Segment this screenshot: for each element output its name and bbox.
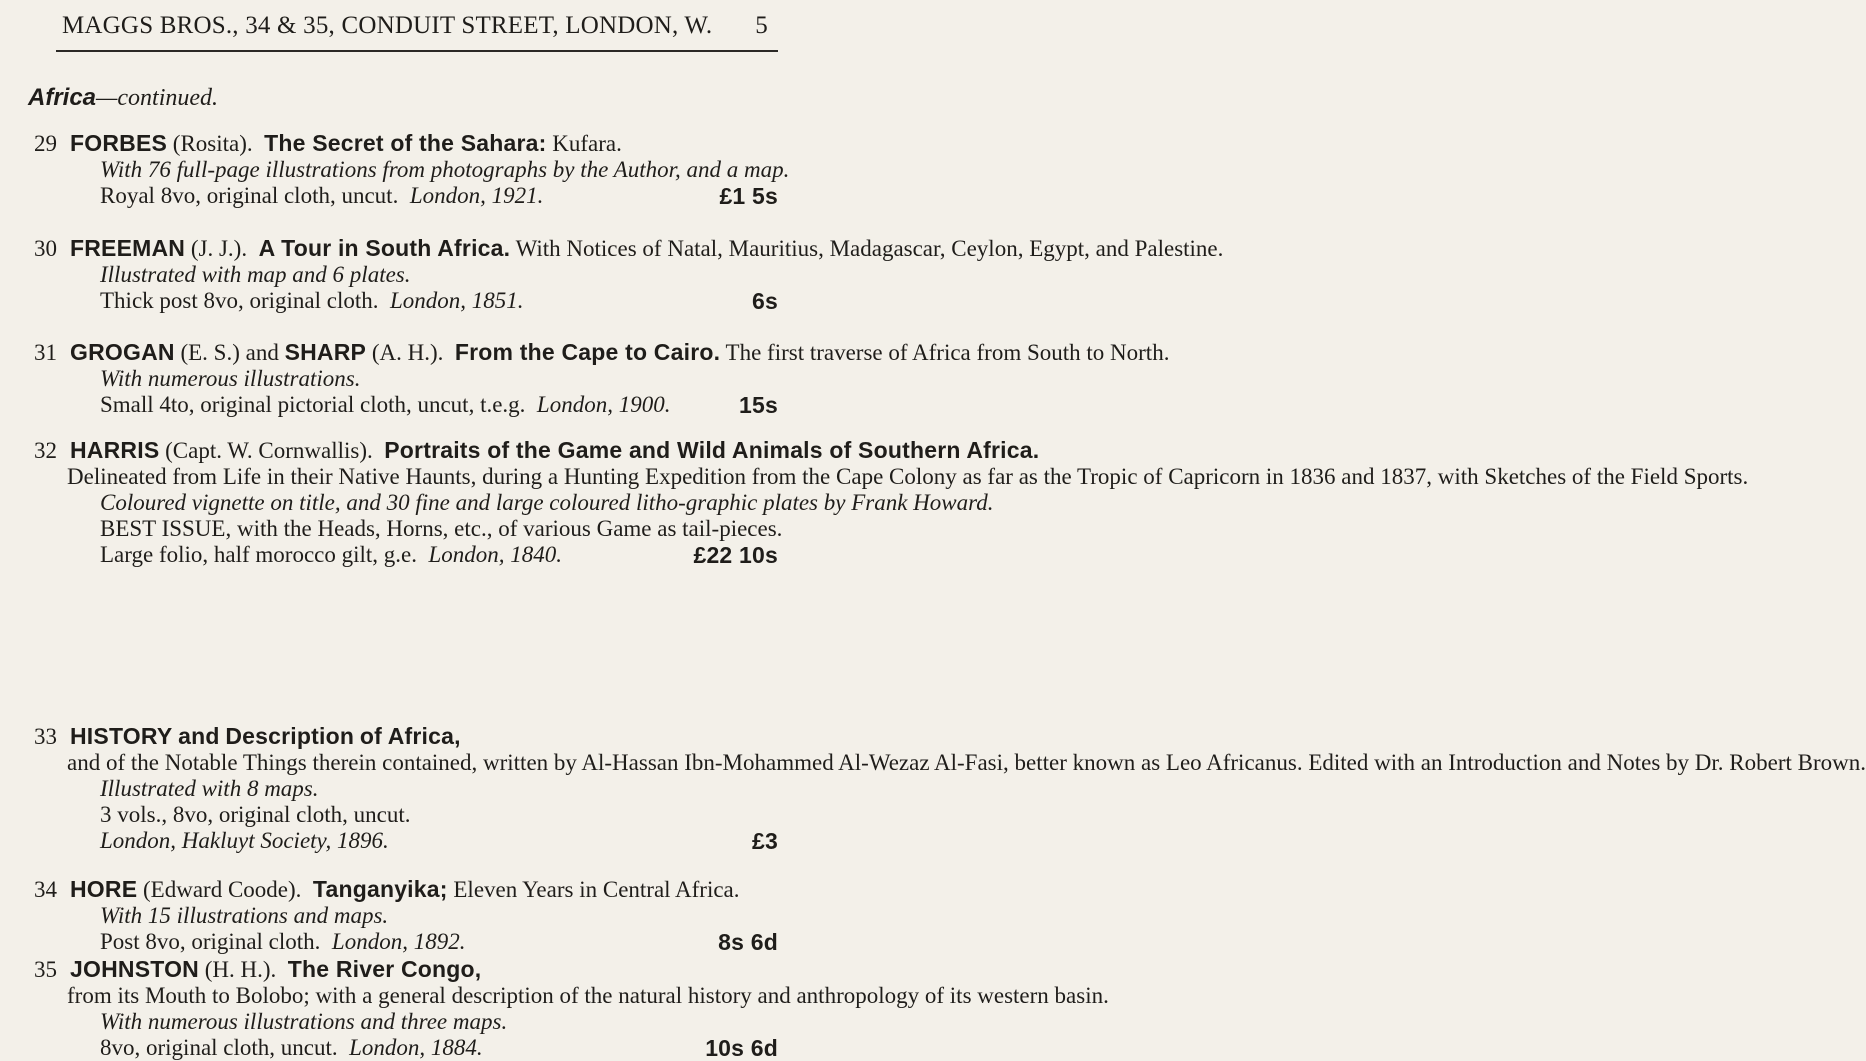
- entry-binding: Large folio, half morocco gilt, g.e.: [100, 542, 418, 567]
- entry-binding: Post 8vo, original cloth.: [100, 929, 321, 954]
- entry-title-rest: Kufara.: [552, 131, 622, 156]
- entry-price: 15s: [739, 392, 778, 418]
- entry-imprint: London, 1921.: [409, 183, 544, 208]
- entry-price: £1 5s: [719, 183, 778, 209]
- entry-publication: [34, 1035, 778, 1061]
- entry-author-rest: (H. H.).: [204, 957, 277, 982]
- catalogue-entry-30: [34, 235, 1224, 314]
- entry-author-rest: (E. S.) and: [180, 340, 279, 365]
- entry-price: £3: [752, 828, 778, 854]
- entry-imprint: London, 1840.: [428, 542, 563, 567]
- entry-author-rest: (Capt. W. Cornwallis).: [165, 438, 373, 463]
- entry-binding: 3 vols., 8vo, original cloth, uncut.: [100, 802, 411, 827]
- entry-publication: [34, 392, 778, 418]
- entry-author: HORE: [70, 876, 138, 902]
- catalogue-entry-29: [34, 130, 790, 209]
- entry-publication: [34, 183, 778, 209]
- entry-imprint: London, Hakluyt Society, 1896.: [100, 828, 389, 853]
- entry-title-rest: and of the Notable Things therein contained, written by Al-Hassan Ibn-Mohammed Al-Wezaz Al-Fasi, better known as Leo Africanus. Edited with an Introduction and Notes by Dr. Robert Brown.: [67, 750, 1866, 775]
- entry-number: 31: [34, 340, 57, 365]
- entry-title: The River Congo,: [287, 956, 482, 982]
- entry-number: 33: [34, 724, 57, 749]
- entry-title-rest: from its Mouth to Bolobo; with a general description of the natural history and anthropology of its western basin.: [67, 983, 1109, 1008]
- entry-title-end: Africa,: [387, 723, 461, 749]
- catalogue-entry-32: [34, 437, 1749, 568]
- entry-description: With numerous illustrations and three maps.: [100, 1009, 508, 1034]
- section-title: [28, 84, 218, 112]
- entry-imprint: London, 1851.: [390, 288, 524, 313]
- catalogue-entry-31: [34, 339, 1170, 418]
- entry-number: 29: [34, 131, 57, 156]
- header-text: MAGGS BROS., 34 & 35, CONDUIT STREET, LONDON, W.: [62, 12, 713, 39]
- section-title-suffix: —continued.: [96, 85, 219, 111]
- entry-coauthor-rest: (A. H.).: [371, 340, 444, 365]
- entry-title: Portraits of the Game and Wild Animals of Southern Africa.: [384, 437, 1040, 463]
- entry-publication: [34, 542, 778, 568]
- entry-imprint: London, 1900.: [536, 392, 671, 417]
- entry-imprint: London, 1892.: [331, 929, 466, 954]
- entry-description: Coloured vignette on title, and 30 fine and large coloured litho-graphic plates by Frank Howard.: [100, 490, 994, 515]
- entry-author: GROGAN: [70, 339, 175, 365]
- entry-price: £22 10s: [693, 542, 778, 568]
- entry-number: 35: [34, 957, 57, 982]
- entry-author-rest: (Edward Coode).: [143, 877, 302, 902]
- entry-title-rest: The first traverse of Africa from South to North.: [725, 340, 1170, 365]
- entry-description: With 15 illustrations and maps.: [100, 903, 389, 928]
- header-divider: [56, 50, 778, 52]
- catalogue-entry-34: [34, 876, 778, 955]
- entry-description: Illustrated with map and 6 plates.: [100, 262, 411, 287]
- entry-number: 34: [34, 877, 57, 902]
- entry-note: BEST ISSUE, with the Heads, Horns, etc., of various Game as tail-pieces.: [100, 516, 783, 541]
- entry-binding: 8vo, original cloth, uncut.: [100, 1035, 338, 1060]
- entry-title: The Secret of the Sahara:: [264, 130, 547, 156]
- entry-title-mid: of: [359, 723, 382, 749]
- entry-imprint: London, 1884.: [349, 1035, 483, 1060]
- entry-description: With 76 full-page illustrations from photographs by the Author, and a map.: [100, 157, 790, 182]
- entry-binding: Royal 8vo, original cloth, uncut.: [100, 183, 399, 208]
- page-number: 5: [755, 12, 768, 39]
- entry-number: 30: [34, 236, 57, 261]
- entry-publication: [34, 828, 778, 854]
- entry-author-rest: and: [178, 723, 220, 749]
- section-title-prefix: Africa: [28, 84, 97, 111]
- entry-author-rest: (Rosita).: [172, 131, 253, 156]
- entry-title-rest: With Notices of Natal, Mauritius, Madagascar, Ceylon, Egypt, and Palestine.: [515, 236, 1224, 261]
- entry-coauthor: SHARP: [284, 339, 367, 365]
- entry-title-rest: Delineated from Life in their Native Haunts, during a Hunting Expedition from the Cape Colony as far as the Tropic of Capricorn in 1836 and 1837, with Sketches of the Field Sports.: [67, 464, 1749, 489]
- entry-price: 8s 6d: [718, 929, 778, 955]
- catalogue-entry-33: [34, 723, 1866, 854]
- entry-title: Tanganyika;: [312, 876, 448, 902]
- page-header: [62, 12, 768, 40]
- entry-binding: Small 4to, original pictorial cloth, uncut, t.e.g.: [100, 392, 526, 417]
- entry-title: Description: [225, 723, 355, 749]
- entry-author: HARRIS: [70, 437, 160, 463]
- entry-author: FREEMAN: [70, 235, 186, 261]
- entry-author: HISTORY: [70, 723, 173, 749]
- entry-title: From the Cape to Cairo.: [454, 339, 721, 365]
- entry-description: With numerous illustrations.: [100, 366, 361, 391]
- entry-author: JOHNSTON: [70, 956, 199, 982]
- entry-author: FORBES: [70, 130, 168, 156]
- entry-publication: [34, 929, 778, 955]
- entry-title: A Tour in South Africa.: [258, 235, 511, 261]
- entry-number: 32: [34, 438, 57, 463]
- entry-author-rest: (J. J.).: [190, 236, 248, 261]
- entry-price: 6s: [752, 288, 778, 314]
- entry-title-rest: Eleven Years in Central Africa.: [453, 877, 740, 902]
- entry-publication: [34, 288, 778, 314]
- entry-description: Illustrated with 8 maps.: [100, 776, 319, 801]
- catalogue-entry-35: [34, 956, 1109, 1061]
- entry-binding: Thick post 8vo, original cloth.: [100, 288, 379, 313]
- entry-price: 10s 6d: [705, 1035, 778, 1061]
